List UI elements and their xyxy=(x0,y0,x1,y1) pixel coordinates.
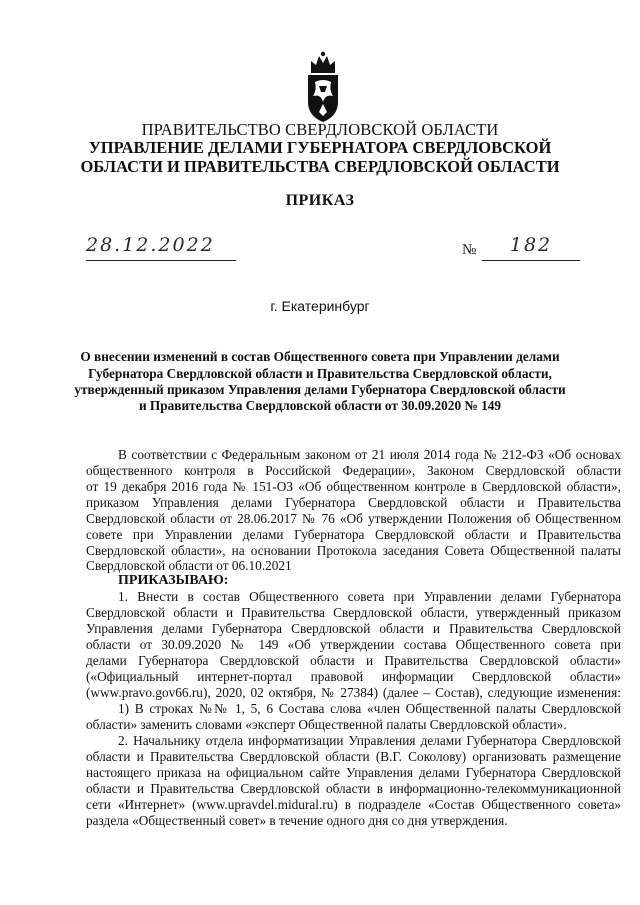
item-line: области» заменить словами «эксперт Общественной палаты Свердловской области». xyxy=(86,717,567,732)
item-line: раздела «Общественный совет» в течение одного дня со дня утверждения. xyxy=(86,813,508,828)
preamble-line: приказом Управления делами Губернатора Свердловской области и Правительства xyxy=(86,495,621,510)
item-line: делами Губернатора Свердловской области и Правительства Свердловской области» xyxy=(86,653,621,668)
document-date: 28.12.2022 xyxy=(86,234,236,261)
item-line: сети «Интернет» (www.upravdel.midural.ru) в подразделе «Состав Общественного совета» xyxy=(86,797,621,812)
preamble-line: от 19 декабря 2016 года № 151-ОЗ «Об общественном контроле в Свердловской области», xyxy=(86,479,621,494)
title-line: О внесении изменений в состав Общественного совета при Управлении делами xyxy=(80,349,560,364)
coat-of-arms-emblem xyxy=(303,50,343,126)
item-line: области и Правительства Свердловской области (В.Г. Соколову) организовать размещение xyxy=(86,749,621,764)
title-line: и Правительства Свердловской области от 30.09.2020 № 149 xyxy=(138,398,502,413)
department-name-line1: УПРАВЛЕНИЕ ДЕЛАМИ ГУБЕРНАТОРА СВЕРДЛОВСКОЙ xyxy=(88,138,552,157)
item-line: («Официальный интернет-портал правовой информации Свердловской области» xyxy=(86,669,621,684)
item-line: 2. Начальнику отдела информатизации Управления делами Губернатора Свердловской xyxy=(118,733,621,748)
preamble-line: общественного контроля в Российской Федерации», Законом Свердловской области xyxy=(86,463,621,478)
document-type: ПРИКАЗ xyxy=(285,192,355,209)
preamble-line: Свердловской области», на основании Протокола заседания Совета Общественной палаты xyxy=(86,543,621,558)
preamble-line: Свердловской области от 06.10.2021 xyxy=(86,558,292,573)
preamble-line: Свердловской области от 28.06.2017 № 76 «Об утверждении Положения об Общественном xyxy=(86,511,621,526)
city: г. Екатеринбург xyxy=(270,298,370,314)
order-word: ПРИКАЗЫВАЮ: xyxy=(118,573,229,588)
item-line: (www.pravo.gov66.ru), 2020, 02 октября, № 27384) (далее – Состав), следующие изменения: xyxy=(86,685,621,700)
item-line: Управления делами Губернатора Свердловской области и Правительства Свердловской xyxy=(86,621,621,636)
document-number: 182 xyxy=(482,234,580,261)
item-line: 1) В строках №№ 1, 5, 6 Состава слова «член Общественной палаты Свердловской xyxy=(118,701,621,716)
item-line: области от 30.09.2020 № 149 «Об утверждении состава Общественного совета при xyxy=(86,637,621,652)
government-name: ПРАВИТЕЛЬСТВО СВЕРДЛОВСКОЙ ОБЛАСТИ xyxy=(141,120,499,139)
title-line: утвержденный приказом Управления делами Губернатора Свердловской области xyxy=(74,382,566,397)
item-line: области и Правительства Свердловской области в информационно-телекоммуникационной xyxy=(86,781,621,796)
item-line: Свердловской области и Правительства Свердловской области, утвержденный приказом xyxy=(86,605,621,620)
title-line: Губернатора Свердловской области и Правительства Свердловской области, xyxy=(88,366,552,381)
item-line: настоящего приказа на официальном сайте Управления делами Губернатора Свердловской xyxy=(86,765,621,780)
preamble-line: совете при Управлении делами Губернатора Свердловской области и Правительства xyxy=(86,527,621,542)
department-name-line2: ОБЛАСТИ И ПРАВИТЕЛЬСТВА СВЕРДЛОВСКОЙ ОБЛАСТИ xyxy=(80,157,560,176)
preamble-line: В соответствии с Федеральным законом от 21 июля 2014 года № 212-ФЗ «Об основах xyxy=(118,447,621,462)
item-line: 1. Внести в состав Общественного совета при Управлении делами Губернатора xyxy=(118,589,621,604)
number-label: № xyxy=(462,242,477,258)
